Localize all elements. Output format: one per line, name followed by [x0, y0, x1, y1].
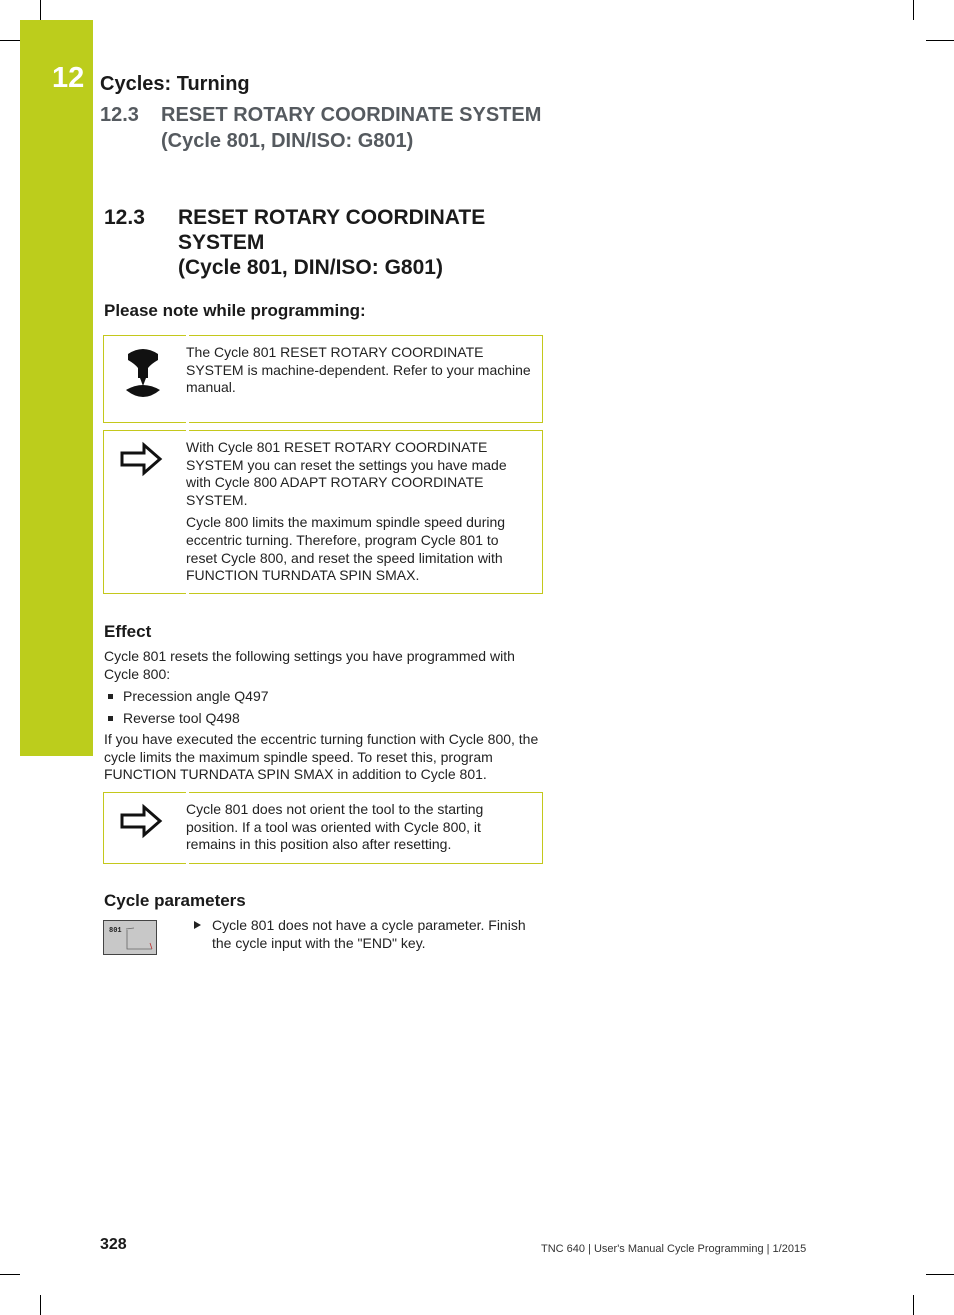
crop-mark: [913, 0, 914, 20]
step-arrow-icon: [194, 921, 201, 929]
arrow-right-icon: [118, 803, 164, 844]
running-header-section-number: 12.3: [100, 104, 139, 126]
orientation-note-text: Cycle 801 does not orient the tool to the starting position. If a tool was oriented with Cycle 800, it remains in this position also after resetting.: [186, 801, 484, 853]
crop-mark: [40, 1295, 41, 1315]
page-number: 328: [100, 1236, 127, 1253]
crop-mark: [0, 40, 20, 41]
section-title-line: (Cycle 801, DIN/ISO: G801): [178, 256, 443, 279]
crop-mark: [926, 40, 954, 41]
section-number: 12.3: [104, 206, 145, 229]
crop-mark: [0, 1274, 20, 1275]
effect-intro: Cycle 801 resets the following settings you have programmed with Cycle 800:: [104, 648, 515, 682]
chapter-number: 12: [52, 62, 85, 94]
chapter-sidebar: [20, 20, 93, 756]
cycle-step-text: Cycle 801 does not have a cycle parameter. Finish the cycle input with the "END" key.: [212, 917, 526, 951]
reset-note-box: [103, 430, 543, 594]
cycle-parameters-heading: Cycle parameters: [104, 891, 246, 910]
effect-paragraph: If you have executed the eccentric turning function with Cycle 800, the cycle limits the maximum spindle speed. To reset this, program FUNCTION TURNDATA SPIN SMAX in addition to Cycle 801.: [104, 731, 539, 783]
section-title-line: RESET ROTARY COORDINATE: [178, 206, 486, 229]
programming-notes-heading: Please note while programming:: [104, 301, 366, 320]
orientation-note-box: [103, 792, 543, 864]
running-header-chapter: Cycles: Turning: [100, 73, 250, 95]
list-item: Reverse tool Q498: [104, 710, 240, 726]
reset-note-text: [186, 439, 531, 590]
list-item: Precession angle Q497: [104, 688, 269, 704]
section-title-line: SYSTEM: [178, 231, 265, 254]
running-header-section-subtitle: (Cycle 801, DIN/ISO: G801): [161, 130, 414, 152]
footer-text: TNC 640 | User's Manual Cycle Programming | 1/2015: [541, 1243, 807, 1255]
effect-heading: Effect: [104, 622, 152, 641]
running-header-section-title: RESET ROTARY COORDINATE SYSTEM: [161, 104, 542, 126]
crop-mark: [926, 1274, 954, 1275]
reset-note-paragraph: With Cycle 801 RESET ROTARY COORDINATE SYSTEM you can reset the settings you have made with Cycle 800 ADAPT ROTARY COORDINATE SYSTEM.: [186, 439, 507, 508]
crop-mark: [913, 1295, 914, 1315]
reset-note-paragraph: Cycle 800 limits the maximum spindle speed during eccentric turning. Therefore, program Cycle 801 to reset Cycle 800, and reset the speed limitation with FUNCTION TURNDATA SPIN SMAX.: [186, 514, 506, 584]
cycle-softkey-thumbnail: [103, 920, 157, 955]
cycle-step: [194, 917, 544, 952]
arrow-right-icon: [118, 441, 164, 482]
machine-note-box: [103, 335, 543, 423]
thumb-label: 801: [109, 927, 122, 935]
crop-mark: [40, 0, 41, 20]
machine-dependent-icon: [118, 346, 168, 407]
machine-note-text: The Cycle 801 RESET ROTARY COORDINATE SYSTEM is machine-dependent. Refer to your machine manual.: [186, 344, 531, 396]
